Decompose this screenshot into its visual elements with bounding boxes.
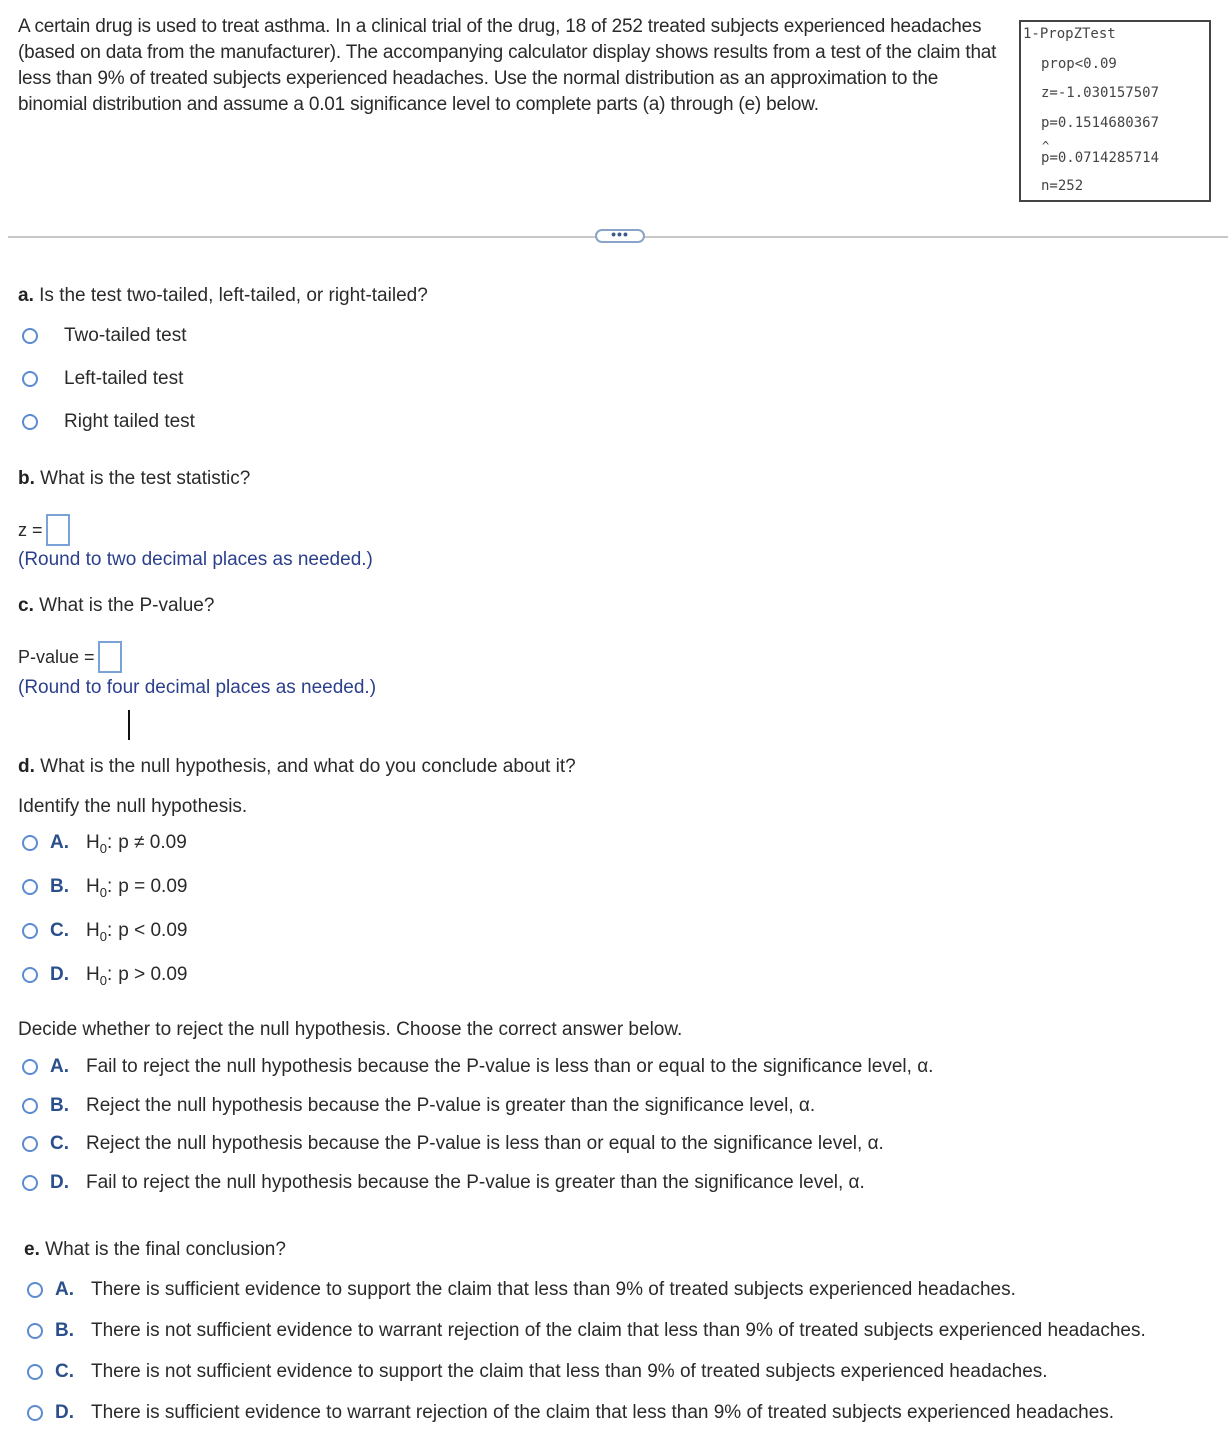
question-e-text: What is the final conclusion? bbox=[45, 1239, 286, 1260]
pvalue-answer-row bbox=[18, 641, 122, 673]
hypothesis-option-a[interactable] bbox=[22, 832, 187, 854]
option-letter: D. bbox=[55, 1402, 74, 1423]
z-answer-input[interactable] bbox=[46, 514, 70, 546]
calc-n: n=252 bbox=[1041, 178, 1084, 194]
question-d-text: What is the null hypothesis, and what do you conclude about it? bbox=[40, 756, 576, 777]
z-prefix: z = bbox=[18, 519, 43, 540]
decision-option-b[interactable] bbox=[22, 1095, 815, 1117]
option-letter: A. bbox=[50, 1056, 69, 1077]
option-label: Right tailed test bbox=[64, 411, 195, 432]
option-letter: B. bbox=[50, 876, 69, 897]
hypothesis-text: p > 0.09 bbox=[118, 964, 188, 985]
option-a-right-tailed[interactable] bbox=[22, 411, 195, 433]
option-a-left-tailed[interactable] bbox=[22, 368, 183, 390]
hypothesis-text: p < 0.09 bbox=[118, 920, 188, 941]
radio-icon[interactable] bbox=[27, 1282, 43, 1298]
hypothesis-label: $H_0$: bbox=[86, 876, 113, 900]
question-b-label: b. bbox=[18, 468, 35, 489]
conclusion-option-d[interactable] bbox=[27, 1402, 1114, 1424]
question-a bbox=[18, 285, 428, 307]
hypothesis-label: $H_0$: bbox=[86, 920, 113, 944]
problem-statement: A certain drug is used to treat asthma. In a clinical trial of the drug, 18 of 252 treated subjects experienced headaches (based on data from the manufacturer). The accompanying calculator display shows results from a test of the claim that less than 9% of treated subjects experienced headaches. Use the normal distribution as an approximation to the binomial distribution and assume a 0.01 significance level to complete parts (a) through (e) below. bbox=[18, 16, 997, 115]
radio-icon[interactable] bbox=[22, 328, 38, 344]
option-letter: D. bbox=[50, 964, 69, 985]
decision-text: Reject the null hypothesis because the P-value is less than or equal to the significance level, α. bbox=[86, 1133, 884, 1154]
question-e bbox=[24, 1239, 286, 1261]
question-b-text: What is the test statistic? bbox=[40, 468, 251, 489]
pvalue-prefix: P-value = bbox=[18, 646, 95, 667]
z-answer-row bbox=[18, 514, 70, 546]
radio-icon[interactable] bbox=[22, 967, 38, 983]
text-cursor bbox=[128, 710, 130, 740]
more-options-button[interactable]: ••• bbox=[595, 229, 645, 243]
question-c-label: c. bbox=[18, 595, 34, 616]
radio-icon[interactable] bbox=[22, 414, 38, 430]
question-a-text: Is the test two-tailed, left-tailed, or right-tailed? bbox=[39, 285, 428, 306]
hypothesis-label: $H_0$: bbox=[86, 832, 113, 856]
hypothesis-option-c[interactable] bbox=[22, 920, 187, 942]
option-label: Left-tailed test bbox=[64, 368, 184, 389]
radio-icon[interactable] bbox=[22, 1175, 38, 1191]
hypothesis-label: $H_0$: bbox=[86, 964, 113, 988]
option-letter: C. bbox=[50, 1133, 69, 1154]
pvalue-answer-input[interactable] bbox=[98, 641, 122, 673]
radio-icon[interactable] bbox=[27, 1323, 43, 1339]
calc-phat-value: =0.0714285714 bbox=[1049, 150, 1160, 166]
option-letter: B. bbox=[50, 1095, 69, 1116]
calc-z: z=-1.030157507 bbox=[1041, 85, 1160, 101]
pvalue-rounding-hint: (Round to four decimal places as needed.) bbox=[18, 677, 377, 698]
question-a-label: a. bbox=[18, 285, 34, 306]
calc-phat bbox=[1041, 150, 1159, 166]
decision-text: Fail to reject the null hypothesis because the P-value is less than or equal to the significance level, α. bbox=[86, 1056, 934, 1077]
option-a-two-tailed[interactable] bbox=[22, 325, 187, 347]
calculator-display bbox=[1019, 20, 1211, 202]
conclusion-text: There is sufficient evidence to warrant rejection of the claim that less than 9% of treated subjects experienced headaches. bbox=[91, 1402, 1115, 1423]
conclusion-option-c[interactable] bbox=[27, 1361, 1048, 1383]
option-letter: C. bbox=[50, 920, 69, 941]
decide-prompt: Decide whether to reject the null hypothesis. Choose the correct answer below. bbox=[18, 1019, 683, 1040]
identify-null-prompt: Identify the null hypothesis. bbox=[18, 796, 248, 817]
conclusion-text: There is not sufficient evidence to support the claim that less than 9% of treated subjects experienced headaches. bbox=[91, 1361, 1048, 1382]
option-letter: A. bbox=[55, 1279, 74, 1300]
option-letter: A. bbox=[50, 832, 69, 853]
radio-icon[interactable] bbox=[22, 835, 38, 851]
question-b bbox=[18, 468, 250, 490]
hypothesis-option-d[interactable] bbox=[22, 964, 187, 986]
conclusion-option-b[interactable] bbox=[27, 1320, 1146, 1342]
decision-option-a[interactable] bbox=[22, 1056, 933, 1078]
conclusion-text: There is sufficient evidence to support the claim that less than 9% of treated subjects experienced headaches. bbox=[91, 1279, 1016, 1300]
option-letter: D. bbox=[50, 1172, 69, 1193]
option-letter: C. bbox=[55, 1361, 74, 1382]
radio-icon[interactable] bbox=[27, 1364, 43, 1380]
calc-p: p=0.1514680367 bbox=[1041, 115, 1160, 131]
decision-text: Fail to reject the null hypothesis because the P-value is greater than the significance level, α. bbox=[86, 1172, 865, 1193]
decision-option-c[interactable] bbox=[22, 1133, 884, 1155]
hypothesis-text: p ≠ 0.09 bbox=[118, 832, 187, 853]
z-rounding-hint: (Round to two decimal places as needed.) bbox=[18, 549, 373, 570]
radio-icon[interactable] bbox=[22, 1059, 38, 1075]
hypothesis-option-b[interactable] bbox=[22, 876, 187, 898]
option-letter: B. bbox=[55, 1320, 74, 1341]
radio-icon[interactable] bbox=[22, 1098, 38, 1114]
calc-title: 1-PropZTest bbox=[1023, 26, 1116, 42]
option-label: Two-tailed test bbox=[64, 325, 187, 346]
question-d bbox=[18, 756, 576, 778]
conclusion-text: There is not sufficient evidence to warrant rejection of the claim that less than 9% of treated subjects experienced headaches. bbox=[91, 1320, 1146, 1341]
radio-icon[interactable] bbox=[22, 879, 38, 895]
question-c bbox=[18, 595, 214, 617]
calc-phat-symbol: ^ p bbox=[1041, 150, 1049, 166]
decision-option-d[interactable] bbox=[22, 1172, 865, 1194]
calc-prop: prop<0.09 bbox=[1041, 56, 1117, 72]
radio-icon[interactable] bbox=[22, 923, 38, 939]
radio-icon[interactable] bbox=[22, 371, 38, 387]
hypothesis-text: p = 0.09 bbox=[118, 876, 188, 897]
question-c-text: What is the P-value? bbox=[39, 595, 215, 616]
decision-text: Reject the null hypothesis because the P-value is greater than the significance level, α. bbox=[86, 1095, 816, 1116]
question-d-label: d. bbox=[18, 756, 35, 777]
radio-icon[interactable] bbox=[22, 1136, 38, 1152]
conclusion-option-a[interactable] bbox=[27, 1279, 1016, 1301]
question-e-label: e. bbox=[24, 1239, 40, 1260]
radio-icon[interactable] bbox=[27, 1405, 43, 1421]
